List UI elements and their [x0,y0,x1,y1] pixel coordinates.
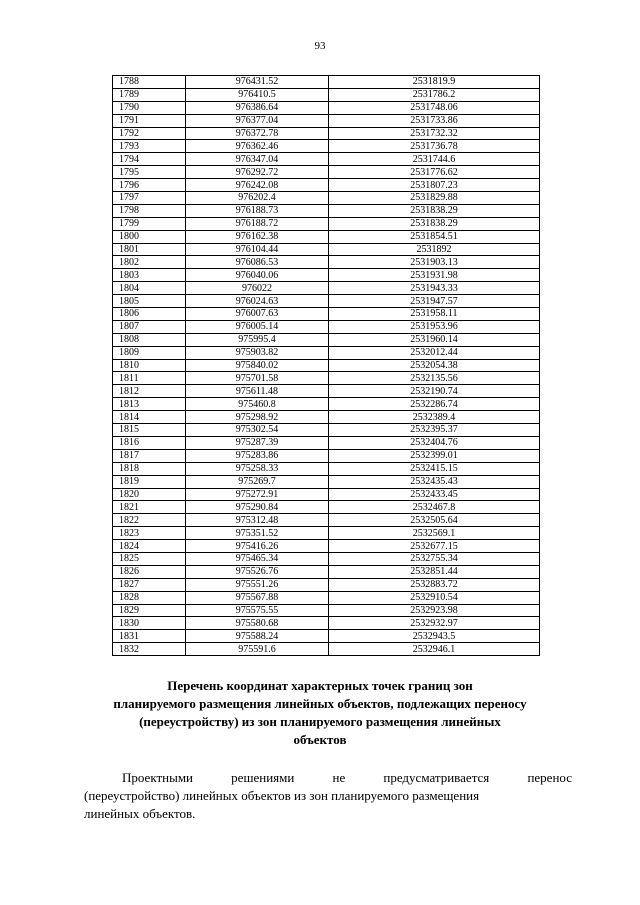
x-coordinate-cell: 976347.04 [186,153,329,166]
table-row [113,217,540,230]
table-row [113,308,540,321]
point-number-cell: 1806 [113,308,186,321]
point-number-cell: 1813 [113,398,186,411]
point-number-cell: 1817 [113,449,186,462]
table-row [113,449,540,462]
point-number-cell: 1815 [113,424,186,437]
x-coordinate-cell: 975460.8 [186,398,329,411]
point-number-cell: 1796 [113,179,186,192]
table-row [113,295,540,308]
coordinates-table-body [113,76,540,656]
table-row [113,578,540,591]
x-coordinate-cell: 976007.63 [186,308,329,321]
y-coordinate-cell: 2531931.98 [329,269,540,282]
page-number: 93 [314,40,326,52]
point-number-cell: 1811 [113,372,186,385]
y-coordinate-cell: 2531854.51 [329,230,540,243]
point-number-cell: 1822 [113,514,186,527]
y-coordinate-cell: 2531903.13 [329,256,540,269]
y-coordinate-cell: 2532135.56 [329,372,540,385]
table-row [113,514,540,527]
table-row [113,552,540,565]
point-number-cell: 1832 [113,643,186,656]
table-row [113,153,540,166]
table-row [113,88,540,101]
table-row [113,76,540,89]
point-number-cell: 1830 [113,617,186,630]
table-row [113,617,540,630]
y-coordinate-cell: 2532190.74 [329,385,540,398]
point-number-cell: 1807 [113,320,186,333]
y-coordinate-cell: 2531892 [329,243,540,256]
x-coordinate-cell: 975575.55 [186,604,329,617]
x-coordinate-cell: 976372.78 [186,127,329,140]
heading-line: планируемого размещения линейных объектов, подлежащих переносу [113,696,527,711]
x-coordinate-cell: 975258.33 [186,462,329,475]
table-row [113,179,540,192]
body-line: линейных объектов. [84,806,196,821]
table-row [113,320,540,333]
point-number-cell: 1826 [113,565,186,578]
point-number-cell: 1789 [113,88,186,101]
y-coordinate-cell: 2532404.76 [329,436,540,449]
y-coordinate-cell: 2532012.44 [329,346,540,359]
y-coordinate-cell: 2532923.98 [329,604,540,617]
x-coordinate-cell: 976188.73 [186,204,329,217]
table-row [113,604,540,617]
point-number-cell: 1804 [113,282,186,295]
y-coordinate-cell: 2531819.9 [329,76,540,89]
point-number-cell: 1803 [113,269,186,282]
x-coordinate-cell: 976005.14 [186,320,329,333]
point-number-cell: 1814 [113,411,186,424]
y-coordinate-cell: 2531786.2 [329,88,540,101]
point-number-cell: 1821 [113,501,186,514]
x-coordinate-cell: 975588.24 [186,630,329,643]
table-row [113,527,540,540]
table-row [113,424,540,437]
point-number-cell: 1816 [113,436,186,449]
x-coordinate-cell: 976040.06 [186,269,329,282]
point-number-cell: 1805 [113,295,186,308]
body-line: (переустройство) линейных объектов из зон планируемого размещения [84,788,480,803]
heading-line: Перечень координат характерных точек границ зон [167,678,473,693]
x-coordinate-cell: 976410.5 [186,88,329,101]
x-coordinate-cell: 976188.72 [186,217,329,230]
point-number-cell: 1827 [113,578,186,591]
point-number-cell: 1823 [113,527,186,540]
x-coordinate-cell: 976292.72 [186,166,329,179]
table-row [113,591,540,604]
point-number-cell: 1820 [113,488,186,501]
heading-line: (переустройству) из зон планируемого размещения линейных [139,714,501,729]
x-coordinate-cell: 975903.82 [186,346,329,359]
x-coordinate-cell: 976086.53 [186,256,329,269]
table-row [113,540,540,553]
x-coordinate-cell: 976362.46 [186,140,329,153]
x-coordinate-cell: 975701.58 [186,372,329,385]
point-number-cell: 1810 [113,359,186,372]
x-coordinate-cell: 975269.7 [186,475,329,488]
table-row [113,372,540,385]
x-coordinate-cell: 976022 [186,282,329,295]
y-coordinate-cell: 2531960.14 [329,333,540,346]
x-coordinate-cell: 975551.26 [186,578,329,591]
y-coordinate-cell: 2532932.97 [329,617,540,630]
point-number-cell: 1800 [113,230,186,243]
table-row [113,282,540,295]
y-coordinate-cell: 2532883.72 [329,578,540,591]
y-coordinate-cell: 2531958.11 [329,308,540,321]
table-row [113,411,540,424]
table-row [113,269,540,282]
x-coordinate-cell: 975272.91 [186,488,329,501]
x-coordinate-cell: 975580.68 [186,617,329,630]
x-coordinate-cell: 975312.48 [186,514,329,527]
point-number-cell: 1797 [113,192,186,205]
point-number-cell: 1794 [113,153,186,166]
table-row [113,230,540,243]
body-paragraph [84,769,572,823]
y-coordinate-cell: 2532415.15 [329,462,540,475]
x-coordinate-cell: 975290.84 [186,501,329,514]
table-row [113,501,540,514]
table-row [113,140,540,153]
y-coordinate-cell: 2532946.1 [329,643,540,656]
y-coordinate-cell: 2531953.96 [329,320,540,333]
x-coordinate-cell: 976202.4 [186,192,329,205]
x-coordinate-cell: 976162.38 [186,230,329,243]
table-row [113,256,540,269]
point-number-cell: 1791 [113,114,186,127]
x-coordinate-cell: 975526.76 [186,565,329,578]
table-row [113,385,540,398]
x-coordinate-cell: 976377.04 [186,114,329,127]
x-coordinate-cell: 976024.63 [186,295,329,308]
x-coordinate-cell: 976104.44 [186,243,329,256]
point-number-cell: 1802 [113,256,186,269]
y-coordinate-cell: 2532677.15 [329,540,540,553]
y-coordinate-cell: 2532851.44 [329,565,540,578]
table-row [113,398,540,411]
x-coordinate-cell: 976431.52 [186,76,329,89]
point-number-cell: 1825 [113,552,186,565]
x-coordinate-cell: 975465.34 [186,552,329,565]
y-coordinate-cell: 2531807.23 [329,179,540,192]
table-row [113,243,540,256]
x-coordinate-cell: 975995.4 [186,333,329,346]
point-number-cell: 1812 [113,385,186,398]
point-number-cell: 1795 [113,166,186,179]
y-coordinate-cell: 2531744.6 [329,153,540,166]
x-coordinate-cell: 975611.48 [186,385,329,398]
y-coordinate-cell: 2532755.34 [329,552,540,565]
point-number-cell: 1801 [113,243,186,256]
y-coordinate-cell: 2531947.57 [329,295,540,308]
heading-line: объектов [293,732,347,747]
point-number-cell: 1808 [113,333,186,346]
point-number-cell: 1824 [113,540,186,553]
y-coordinate-cell: 2531838.29 [329,217,540,230]
point-number-cell: 1793 [113,140,186,153]
y-coordinate-cell: 2532395.37 [329,424,540,437]
table-row [113,643,540,656]
y-coordinate-cell: 2531838.29 [329,204,540,217]
y-coordinate-cell: 2531733.86 [329,114,540,127]
table-row [113,127,540,140]
y-coordinate-cell: 2532286.74 [329,398,540,411]
point-number-cell: 1799 [113,217,186,230]
y-coordinate-cell: 2531732.32 [329,127,540,140]
section-heading [80,677,560,749]
table-row [113,359,540,372]
y-coordinate-cell: 2532399.01 [329,449,540,462]
y-coordinate-cell: 2532943.5 [329,630,540,643]
table-row [113,333,540,346]
y-coordinate-cell: 2532054.38 [329,359,540,372]
x-coordinate-cell: 975840.02 [186,359,329,372]
y-coordinate-cell: 2532569.1 [329,527,540,540]
coordinates-table [112,75,540,656]
point-number-cell: 1829 [113,604,186,617]
table-row [113,475,540,488]
point-number-cell: 1818 [113,462,186,475]
x-coordinate-cell: 976386.64 [186,101,329,114]
x-coordinate-cell: 976242.08 [186,179,329,192]
y-coordinate-cell: 2532467.8 [329,501,540,514]
table-row [113,192,540,205]
table-row [113,101,540,114]
point-number-cell: 1828 [113,591,186,604]
x-coordinate-cell: 975351.52 [186,527,329,540]
y-coordinate-cell: 2532389.4 [329,411,540,424]
y-coordinate-cell: 2531829.88 [329,192,540,205]
point-number-cell: 1819 [113,475,186,488]
x-coordinate-cell: 975298.92 [186,411,329,424]
point-number-cell: 1798 [113,204,186,217]
x-coordinate-cell: 975283.86 [186,449,329,462]
y-coordinate-cell: 2531776.62 [329,166,540,179]
table-row [113,346,540,359]
table-row [113,166,540,179]
point-number-cell: 1792 [113,127,186,140]
y-coordinate-cell: 2532435.43 [329,475,540,488]
x-coordinate-cell: 975567.88 [186,591,329,604]
point-number-cell: 1788 [113,76,186,89]
y-coordinate-cell: 2532505.64 [329,514,540,527]
x-coordinate-cell: 975591.6 [186,643,329,656]
y-coordinate-cell: 2531748.06 [329,101,540,114]
y-coordinate-cell: 2531943.33 [329,282,540,295]
x-coordinate-cell: 975416.26 [186,540,329,553]
y-coordinate-cell: 2532910.54 [329,591,540,604]
table-row [113,565,540,578]
table-row [113,630,540,643]
y-coordinate-cell: 2532433.45 [329,488,540,501]
table-row [113,436,540,449]
table-row [113,488,540,501]
y-coordinate-cell: 2531736.78 [329,140,540,153]
table-row [113,114,540,127]
x-coordinate-cell: 975287.39 [186,436,329,449]
table-row [113,204,540,217]
x-coordinate-cell: 975302.54 [186,424,329,437]
point-number-cell: 1790 [113,101,186,114]
point-number-cell: 1809 [113,346,186,359]
point-number-cell: 1831 [113,630,186,643]
body-line: Проектными решениями не предусматривается перенос [122,770,572,785]
table-row [113,462,540,475]
